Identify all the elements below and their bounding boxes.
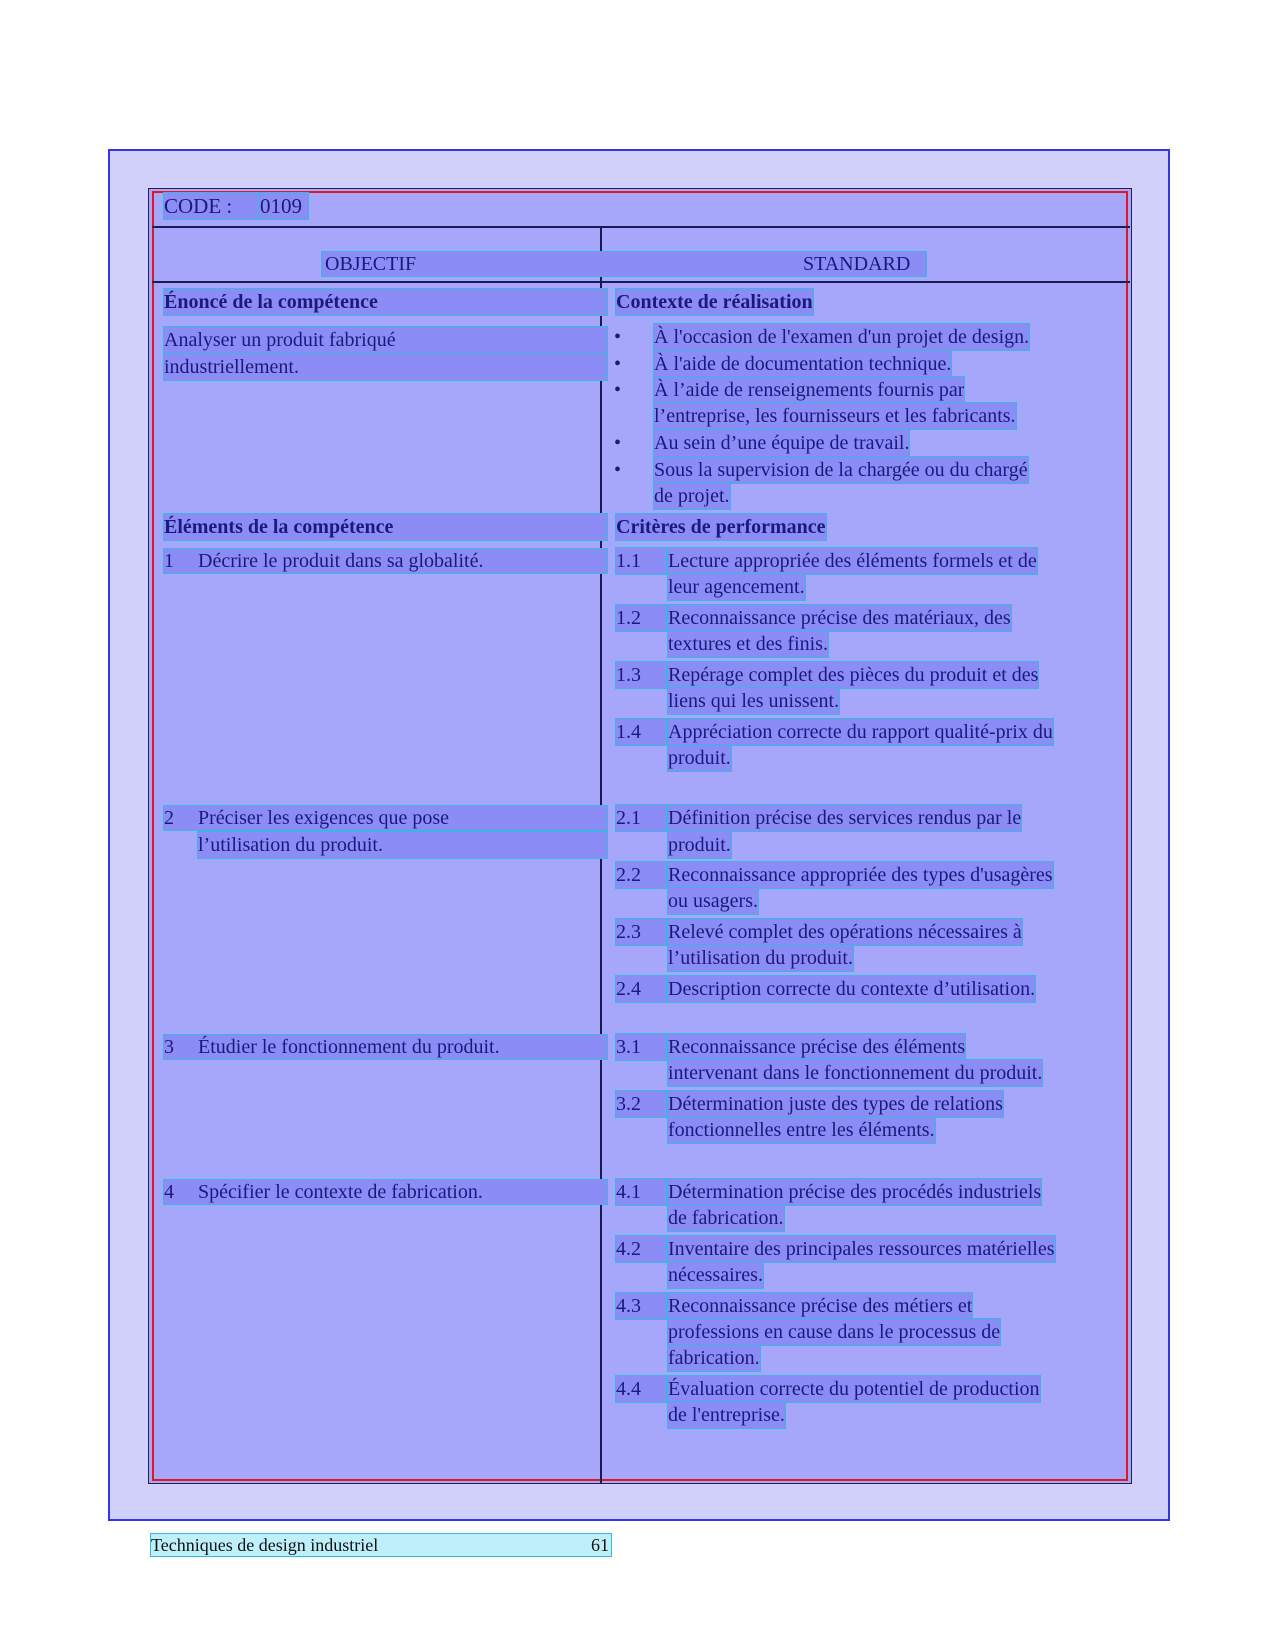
element-text-line2: l’utilisation du produit. [198, 832, 607, 858]
criteres-title: Critères de performance [616, 516, 826, 538]
contexte-item: À l’aide de renseignements fournis par [654, 379, 965, 401]
critere-text: Appréciation correcte du rapport qualité-prix du [668, 721, 1053, 743]
critere-text: Reconnaissance précise des métiers et [668, 1295, 973, 1317]
critere-text-line2: leur agencement. [668, 576, 805, 598]
critere-text-line2: liens qui les unissent. [668, 690, 840, 712]
contexte-item: Au sein d’une équipe de travail. [654, 432, 910, 454]
critere-text-line2: professions en cause dans le processus de [668, 1321, 1001, 1343]
critere-number: 1.4 [616, 719, 666, 745]
elements-title: Éléments de la compétence [164, 514, 607, 540]
enonce-title: Énoncé de la compétence [164, 289, 607, 315]
critere-text: Lecture appropriée des éléments formels et de [668, 550, 1037, 572]
row-divider-code [152, 226, 1130, 228]
footer-title: Techniques de design industriel [151, 1535, 379, 1555]
critere-text: Définition précise des services rendus par le [668, 807, 1022, 829]
critere-text-line2: de fabrication. [668, 1207, 784, 1229]
critere-text-line2: textures et des finis. [668, 633, 828, 655]
bullet-icon: • [614, 459, 622, 481]
contexte-item: À l'occasion de l'examen d'un projet de design. [654, 326, 1030, 348]
critere-text: Détermination juste des types de relations [668, 1093, 1003, 1115]
critere-number: 1.3 [616, 662, 666, 688]
critere-number: 1.2 [616, 605, 666, 631]
bullet-icon: • [614, 379, 622, 401]
standard-header: STANDARD [803, 253, 911, 275]
element-text: Décrire le produit dans sa globalité. [198, 550, 484, 572]
critere-text: Reconnaissance précise des matériaux, des [668, 607, 1011, 629]
critere-text-line2: fonctionnelles entre les éléments. [668, 1119, 935, 1141]
critere-number: 4.3 [616, 1293, 666, 1319]
contexte-item-line2: l’entreprise, les fournisseurs et les fabricants. [654, 405, 1016, 427]
critere-text-line2: nécessaires. [668, 1264, 763, 1286]
critere-number: 4.2 [616, 1236, 666, 1262]
element-number: 3 [164, 1036, 174, 1058]
critere-text: Reconnaissance appropriée des types d'usagères [668, 864, 1053, 886]
critere-text-line2: produit. [668, 747, 731, 769]
critere-number: 3.1 [616, 1034, 666, 1060]
code-value: 0109 [260, 193, 308, 219]
contexte-item-line2: de projet. [654, 485, 730, 507]
element-number: 1 [164, 550, 174, 572]
code-label: CODE : [164, 193, 260, 219]
critere-text: Reconnaissance précise des éléments [668, 1036, 966, 1058]
critere-number: 4.4 [616, 1376, 666, 1402]
critere-number: 4.1 [616, 1179, 666, 1205]
critere-number: 2.3 [616, 919, 666, 945]
critere-text-line2: ou usagers. [668, 890, 758, 912]
enonce-line: industriellement. [164, 354, 607, 380]
contexte-title: Contexte de réalisation [616, 291, 813, 313]
objective-header: OBJECTIF [325, 253, 417, 275]
critere-text: Détermination précise des procédés industriels [668, 1181, 1042, 1203]
row-divider-header [152, 281, 1130, 283]
critere-text: Repérage complet des pièces du produit et des [668, 664, 1039, 686]
critere-number: 2.4 [616, 976, 666, 1002]
critere-text: Description correcte du contexte d’utilisation. [668, 978, 1036, 1000]
page-footer [151, 1534, 611, 1556]
critere-number: 1.1 [616, 548, 666, 574]
critere-text-line2: l’utilisation du produit. [668, 947, 853, 969]
bullet-icon: • [614, 353, 622, 375]
element-number: 4 [164, 1181, 174, 1203]
critere-text: Évaluation correcte du potentiel de production [668, 1378, 1040, 1400]
bullet-icon: • [614, 432, 622, 454]
element-text: Spécifier le contexte de fabrication. [198, 1181, 483, 1203]
critere-text-line2: de l'entreprise. [668, 1404, 785, 1426]
critere-text-line2: produit. [668, 834, 731, 856]
critere-number: 2.2 [616, 862, 666, 888]
element-text: Étudier le fonctionnement du produit. [198, 1036, 500, 1058]
critere-text-line3: fabrication. [668, 1347, 760, 1369]
contexte-item: Sous la supervision de la chargée ou du chargé [654, 459, 1028, 481]
contexte-item: À l'aide de documentation technique. [654, 353, 952, 375]
bullet-icon: • [614, 326, 622, 348]
page-number: 61 [591, 1535, 609, 1555]
element-number: 2 [164, 807, 174, 829]
enonce-line: Analyser un produit fabriqué [164, 327, 607, 353]
critere-text: Inventaire des principales ressources matérielles [668, 1238, 1055, 1260]
critere-text-line2: intervenant dans le fonctionnement du produit. [668, 1062, 1043, 1084]
critere-text: Relevé complet des opérations nécessaires à [668, 921, 1022, 943]
critere-number: 2.1 [616, 805, 666, 831]
element-text: Préciser les exigences que pose [198, 807, 450, 829]
critere-number: 3.2 [616, 1091, 666, 1117]
